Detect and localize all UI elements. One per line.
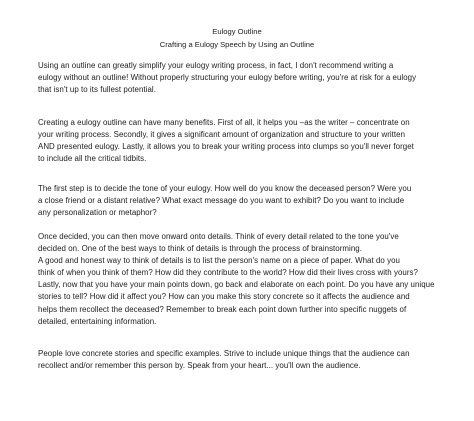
text-line: AND presented eulogy. Lastly, it allows you to break your writing process into clumps so you'll never forget: [38, 142, 414, 152]
paragraph-intro: [38, 60, 434, 96]
text-line: think of when you think of them? How did they contribute to the world? How did their lives cross with yours?: [38, 268, 418, 278]
text-line: recollect and/or remember this person by. Speak from your heart... you'll own the audience.: [38, 361, 361, 371]
document-title: Eulogy Outline: [212, 27, 262, 36]
text-line: a close friend or a distant relative? What exact message do you want to exhibit? Do you want to include: [38, 196, 405, 206]
text-line: The first step is to decide the tone of your eulogy. How well do you know the deceased person? Were you: [38, 184, 412, 193]
text-line: Using an outline can greatly simplify your eulogy writing process, in fact, I don't recommend writing a: [38, 61, 394, 70]
text-line: Creating a eulogy outline can have many benefits. First of all, it helps you –as the writer – concentrate on: [38, 118, 410, 127]
text-line: your writing process. Secondly, it gives a significant amount of organization and structure to your written: [38, 130, 406, 140]
text-line: that isn't up to its fullest potential.: [38, 85, 156, 95]
text-line: Lastly, now that you have your main points down, go back and elaborate on each point. Do you have any unique: [38, 280, 435, 290]
document-subtitle: Crafting a Eulogy Speech by Using an Outline: [159, 40, 315, 49]
text-line: detailed, entertaining information.: [38, 316, 157, 326]
text-line: decided on. One of the best ways to think of details is through the process of brainstorming.: [38, 244, 362, 254]
text-line: A good and honest way to think of details is to list the person's name on a piece of paper. What do you: [38, 256, 400, 266]
text-line: Once decided, you can then move onward onto details. Think of every detail related to the tone you've: [38, 232, 399, 241]
text-line: People love concrete stories and specific examples. Strive to include unique things that the audience can: [38, 349, 410, 358]
paragraph-details: [38, 231, 434, 328]
text-line: any personalization or metaphor?: [38, 208, 157, 218]
paragraph-benefits: [38, 117, 434, 165]
text-line: to include all the critical tidbits.: [38, 154, 147, 164]
paragraph-closing: [38, 348, 434, 372]
text-line: helps them recollect the deceased? Remember to break each point down further into specific nuggets of: [38, 304, 407, 314]
text-line: stories to tell? How did it affect you? How can you make this story concrete so it affects the audience and: [38, 292, 410, 302]
paragraph-tone: [38, 183, 434, 219]
text-line: eulogy without an outline! Without properly structuring your eulogy before writing, you're at risk for a eulogy: [38, 73, 417, 83]
